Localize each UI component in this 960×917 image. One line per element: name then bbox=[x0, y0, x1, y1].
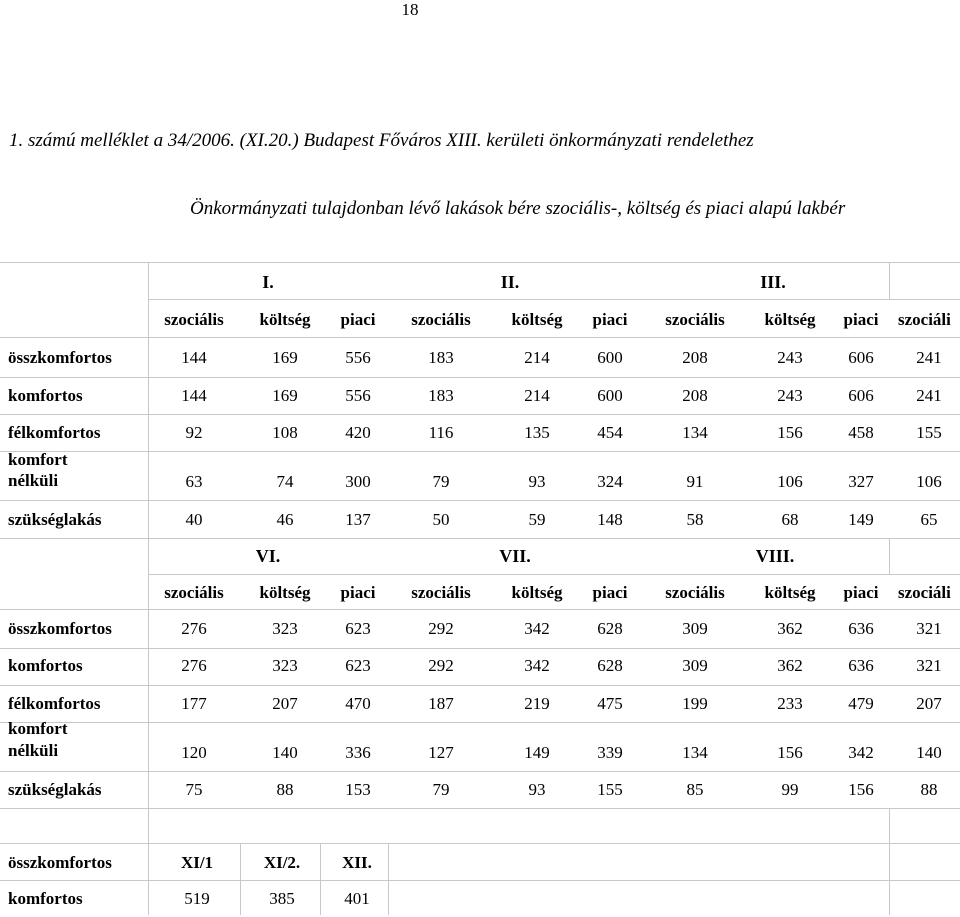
table-cell: 342 bbox=[848, 743, 874, 762]
column-header: XI/1 bbox=[180, 853, 214, 872]
column-header-row bbox=[0, 302, 960, 338]
zone-label: VIII. bbox=[755, 546, 795, 566]
table-cell: 470 bbox=[345, 694, 371, 713]
column-header: költség bbox=[764, 583, 816, 602]
table-cell: 276 bbox=[181, 619, 207, 638]
table-cell: 140 bbox=[916, 743, 942, 762]
table-cell: 636 bbox=[848, 619, 874, 638]
table-cell: 241 bbox=[916, 348, 942, 367]
table-cell: 68 bbox=[781, 510, 799, 529]
table-cell: 385 bbox=[269, 889, 295, 908]
table-cell: 79 bbox=[432, 472, 450, 491]
table-cell: 336 bbox=[345, 743, 371, 762]
table-cell: 458 bbox=[848, 423, 874, 442]
table-cell: 93 bbox=[528, 780, 546, 799]
column-header: költség bbox=[259, 310, 311, 329]
table-cell: 300 bbox=[345, 472, 371, 491]
table-cell: 40 bbox=[185, 510, 203, 529]
table-cell: 134 bbox=[682, 743, 708, 762]
table-cell: 606 bbox=[848, 348, 874, 367]
table-cell: 556 bbox=[345, 348, 371, 367]
page-number: 18 bbox=[401, 0, 419, 19]
row-label: összkomfortos bbox=[8, 853, 112, 872]
column-header: költség bbox=[259, 583, 311, 602]
table-cell: 556 bbox=[345, 386, 371, 405]
table-cell: 219 bbox=[524, 694, 550, 713]
row-label: félkomfortos bbox=[8, 423, 101, 442]
zone-label: VII. bbox=[499, 546, 531, 566]
table-cell: 199 bbox=[682, 694, 708, 713]
table-row bbox=[0, 611, 960, 647]
table-cell: 144 bbox=[181, 348, 207, 367]
table-cell: 156 bbox=[848, 780, 874, 799]
table-cell: 134 bbox=[682, 423, 708, 442]
table-cell: 155 bbox=[916, 423, 942, 442]
row-label: szükséglakás bbox=[8, 510, 102, 529]
row-label: komfortos bbox=[8, 656, 83, 675]
table-cell: 243 bbox=[777, 386, 803, 405]
table-cell: 208 bbox=[682, 386, 708, 405]
zone-label: III. bbox=[760, 272, 786, 292]
table-cell: 59 bbox=[528, 510, 546, 529]
zone-label: VI. bbox=[255, 546, 281, 566]
table-cell: 292 bbox=[428, 656, 454, 675]
table-cell: 58 bbox=[686, 510, 704, 529]
table-cell: 140 bbox=[272, 743, 298, 762]
table-cell: 156 bbox=[777, 743, 803, 762]
table-cell: 183 bbox=[428, 386, 454, 405]
column-header: XII. bbox=[342, 853, 372, 872]
table-row bbox=[0, 502, 960, 538]
column-header: szociáli bbox=[898, 583, 951, 602]
table-cell: 243 bbox=[777, 348, 803, 367]
table-row bbox=[0, 415, 960, 451]
table-cell: 623 bbox=[345, 619, 371, 638]
table-cell: 207 bbox=[916, 694, 942, 713]
column-header: piaci bbox=[843, 583, 879, 602]
column-header: szociáli bbox=[898, 310, 951, 329]
table-cell: 120 bbox=[181, 743, 207, 762]
row-label: komfortos bbox=[8, 889, 83, 908]
column-header: szociális bbox=[665, 310, 725, 329]
table-row bbox=[0, 686, 960, 722]
table-cell: 177 bbox=[181, 694, 207, 713]
table-cell: 127 bbox=[428, 743, 454, 762]
table-cell: 241 bbox=[916, 386, 942, 405]
table-cell: 88 bbox=[276, 780, 294, 799]
table-cell: 636 bbox=[848, 656, 874, 675]
column-header: piaci bbox=[843, 310, 879, 329]
table-cell: 321 bbox=[916, 656, 942, 675]
table-cell: 85 bbox=[686, 780, 704, 799]
table-cell: 475 bbox=[597, 694, 623, 713]
table-cell: 401 bbox=[344, 889, 370, 908]
row-label: összkomfortos bbox=[8, 348, 112, 367]
table-cell: 88 bbox=[920, 780, 938, 799]
table-cell: 233 bbox=[777, 694, 803, 713]
row-label: komfortos bbox=[8, 386, 83, 405]
table-cell: 309 bbox=[682, 656, 708, 675]
table-cell: 149 bbox=[848, 510, 874, 529]
table-row bbox=[0, 772, 960, 808]
column-header: piaci bbox=[592, 310, 628, 329]
table-cell: 362 bbox=[777, 619, 803, 638]
zone-label: I. bbox=[262, 272, 274, 292]
row-label: összkomfortos bbox=[8, 619, 112, 638]
table-cell: 327 bbox=[848, 472, 874, 491]
table-cell: 339 bbox=[597, 743, 623, 762]
table-row bbox=[0, 378, 960, 414]
table-cell: 321 bbox=[916, 619, 942, 638]
table-cell: 600 bbox=[597, 348, 623, 367]
zone-label: II. bbox=[500, 272, 520, 292]
table-cell: 208 bbox=[682, 348, 708, 367]
table-cell: 600 bbox=[597, 386, 623, 405]
column-header: költség bbox=[511, 310, 563, 329]
table-cell: 323 bbox=[272, 656, 298, 675]
table-row bbox=[0, 340, 960, 376]
table-row bbox=[0, 719, 960, 771]
column-header: piaci bbox=[592, 583, 628, 602]
table-cell: 65 bbox=[920, 510, 938, 529]
table-cell: 106 bbox=[777, 472, 803, 491]
table-cell: 153 bbox=[345, 780, 371, 799]
row-label: nélküli bbox=[8, 741, 59, 760]
table-cell: 214 bbox=[524, 348, 550, 367]
column-header: költség bbox=[511, 583, 563, 602]
column-header: szociális bbox=[411, 310, 471, 329]
table-cell: 207 bbox=[272, 694, 298, 713]
table-cell: 292 bbox=[428, 619, 454, 638]
table-cell: 628 bbox=[597, 656, 623, 675]
table-cell: 144 bbox=[181, 386, 207, 405]
column-header: szociális bbox=[665, 583, 725, 602]
column-header-row bbox=[0, 845, 960, 881]
table-cell: 148 bbox=[597, 510, 623, 529]
table-cell: 91 bbox=[686, 472, 704, 491]
table-cell: 342 bbox=[524, 656, 550, 675]
table-cell: 519 bbox=[184, 889, 210, 908]
table-cell: 79 bbox=[432, 780, 450, 799]
table-row bbox=[0, 452, 960, 500]
column-header: költség bbox=[764, 310, 816, 329]
table-cell: 99 bbox=[781, 780, 799, 799]
table-cell: 628 bbox=[597, 619, 623, 638]
table-cell: 479 bbox=[848, 694, 874, 713]
table-cell: 135 bbox=[524, 423, 550, 442]
column-header-row bbox=[0, 575, 960, 611]
table-cell: 623 bbox=[345, 656, 371, 675]
table-cell: 155 bbox=[597, 780, 623, 799]
column-header: XI/2. bbox=[263, 853, 301, 872]
row-label: nélküli bbox=[8, 471, 59, 490]
table-cell: 92 bbox=[185, 423, 203, 442]
zone-header-row bbox=[0, 538, 960, 574]
row-label: szükséglakás bbox=[8, 780, 102, 799]
table-cell: 309 bbox=[682, 619, 708, 638]
table-cell: 46 bbox=[276, 510, 294, 529]
table-cell: 606 bbox=[848, 386, 874, 405]
document-title: Önkormányzati tulajdonban lévő lakások bére szociális-, költség és piaci alapú lakbér bbox=[190, 198, 846, 219]
document-subtitle: 1. számú melléklet a 34/2006. (XI.20.) Budapest Főváros XIII. kerületi önkormányzati rendelethez bbox=[9, 130, 754, 151]
table-cell: 74 bbox=[276, 472, 294, 491]
table-cell: 116 bbox=[428, 423, 454, 442]
table-cell: 93 bbox=[528, 472, 546, 491]
table-cell: 169 bbox=[272, 348, 298, 367]
column-header: piaci bbox=[340, 583, 376, 602]
column-header: szociális bbox=[164, 583, 224, 602]
table-cell: 324 bbox=[597, 472, 623, 491]
table-cell: 108 bbox=[272, 423, 298, 442]
table-cell: 362 bbox=[777, 656, 803, 675]
table-cell: 276 bbox=[181, 656, 207, 675]
table-cell: 323 bbox=[272, 619, 298, 638]
table-cell: 106 bbox=[916, 472, 942, 491]
column-header: szociális bbox=[164, 310, 224, 329]
table-cell: 156 bbox=[777, 423, 803, 442]
table-cell: 149 bbox=[524, 743, 550, 762]
table-row bbox=[0, 881, 960, 917]
table-cell: 50 bbox=[432, 510, 450, 529]
table-row bbox=[0, 648, 960, 684]
table-cell: 75 bbox=[185, 780, 203, 799]
zone-header-row bbox=[0, 264, 960, 300]
table-cell: 214 bbox=[524, 386, 550, 405]
table-cell: 63 bbox=[185, 472, 203, 491]
row-label: komfort bbox=[8, 719, 68, 738]
column-header: szociális bbox=[411, 583, 471, 602]
row-label: félkomfortos bbox=[8, 694, 101, 713]
table-cell: 183 bbox=[428, 348, 454, 367]
table-cell: 187 bbox=[428, 694, 454, 713]
row-label: komfort bbox=[8, 450, 68, 469]
table-cell: 454 bbox=[597, 423, 623, 442]
column-header: piaci bbox=[340, 310, 376, 329]
table-cell: 169 bbox=[272, 386, 298, 405]
table-cell: 420 bbox=[345, 423, 371, 442]
table-cell: 137 bbox=[345, 510, 371, 529]
table-cell: 342 bbox=[524, 619, 550, 638]
